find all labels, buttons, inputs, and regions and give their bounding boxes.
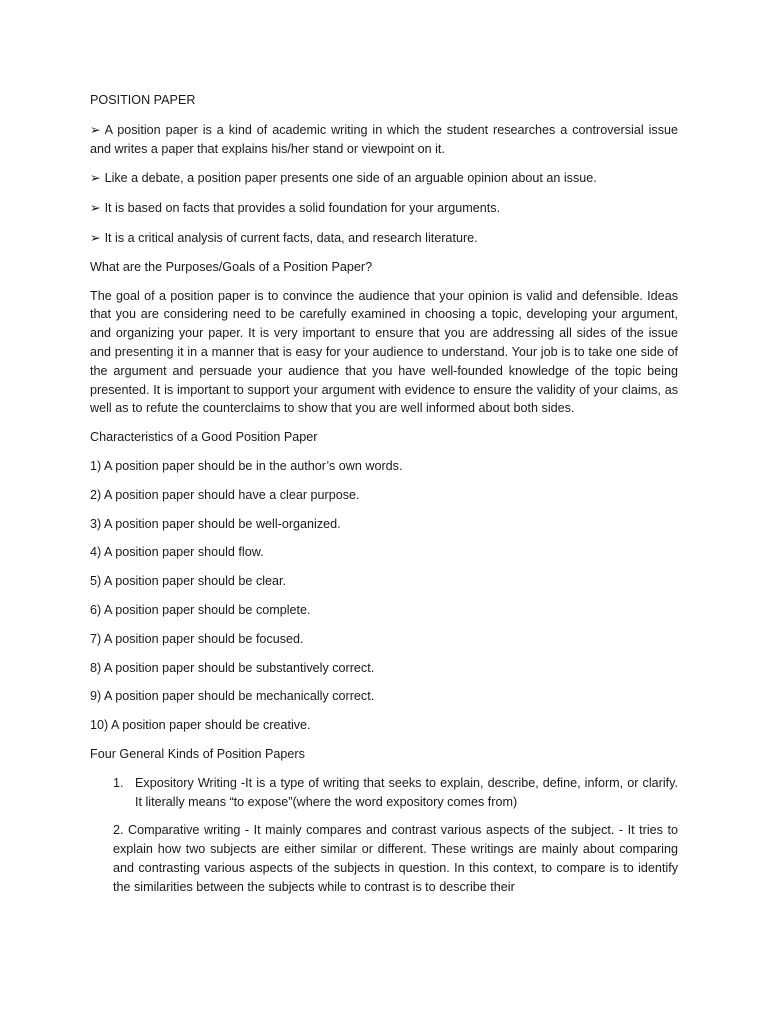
list-number: 1.: [113, 775, 124, 790]
arrow-bullet-icon: ➢: [90, 171, 101, 186]
document-body: [90, 91, 678, 897]
kind-item-comparative: 2. Comparative writing - It mainly compares and contrast various aspects of the subject. - It tries to explain how two subjects are either similar or different. These writings are mainly about comparing and contrasting various aspects of the subjects in question. In this context, to compare is to identify the similarities between the subjects while to contrast is to describe their: [113, 823, 678, 894]
purposes-paragraph: The goal of a position paper is to convince the audience that your opinion is valid and defensible. Ideas that you are considering need to be carefully examined in choosing a topic, developing your argument, and organizing your paper. It is very important to ensure that you are addressing all sides of the issue and presenting it in a manner that is easy for your audience to understand. Your job is to take one side of the argument and persuade your audience that you have well-founded knowledge of the topic being presented. It is important to support your argument with evidence to ensure the validity of your claims, as well as to refute the counterclaims to show that you are well informed about both sides.: [90, 288, 678, 416]
characteristic-item: 8) A position paper should be substantively correct.: [90, 660, 375, 675]
characteristic-item: 3) A position paper should be well-organized.: [90, 516, 341, 531]
purposes-heading: What are the Purposes/Goals of a Position Paper?: [90, 259, 373, 274]
characteristic-item: 1) A position paper should be in the author’s own words.: [90, 458, 403, 473]
characteristic-item: 5) A position paper should be clear.: [90, 574, 287, 589]
kind-item-text: Expository Writing -It is a type of writing that seeks to explain, describe, define, inform, or clarify. It literally means “to expose”(where the word expository comes from): [135, 775, 678, 809]
kinds-list: [90, 774, 678, 812]
characteristics-heading: Characteristics of a Good Position Paper: [90, 430, 318, 445]
kind-item-expository: [90, 774, 678, 812]
bullet-item: ➢ It is based on facts that provides a solid foundation for your arguments.: [90, 201, 501, 216]
characteristic-item: 4) A position paper should flow.: [90, 545, 264, 560]
document-title: POSITION PAPER: [90, 93, 196, 107]
arrow-bullet-icon: ➢: [90, 201, 101, 216]
bullet-item: ➢ A position paper is a kind of academic writing in which the student researches a controversial issue and writes a paper that explains his/her stand or viewpoint on it.: [90, 122, 678, 156]
arrow-bullet-icon: ➢: [90, 122, 101, 137]
bullet-item: ➢ It is a critical analysis of current facts, data, and research literature.: [90, 230, 478, 245]
characteristic-item: 2) A position paper should have a clear purpose.: [90, 487, 360, 502]
characteristic-item: 7) A position paper should be focused.: [90, 631, 304, 646]
kinds-heading: Four General Kinds of Position Papers: [90, 746, 305, 761]
characteristic-item: 6) A position paper should be complete.: [90, 602, 311, 617]
arrow-bullet-icon: ➢: [90, 230, 101, 245]
characteristic-item: 9) A position paper should be mechanically correct.: [90, 689, 375, 704]
bullet-item: ➢ Like a debate, a position paper presents one side of an arguable opinion about an issue.: [90, 171, 597, 186]
characteristic-item: 10) A position paper should be creative.: [90, 718, 311, 733]
